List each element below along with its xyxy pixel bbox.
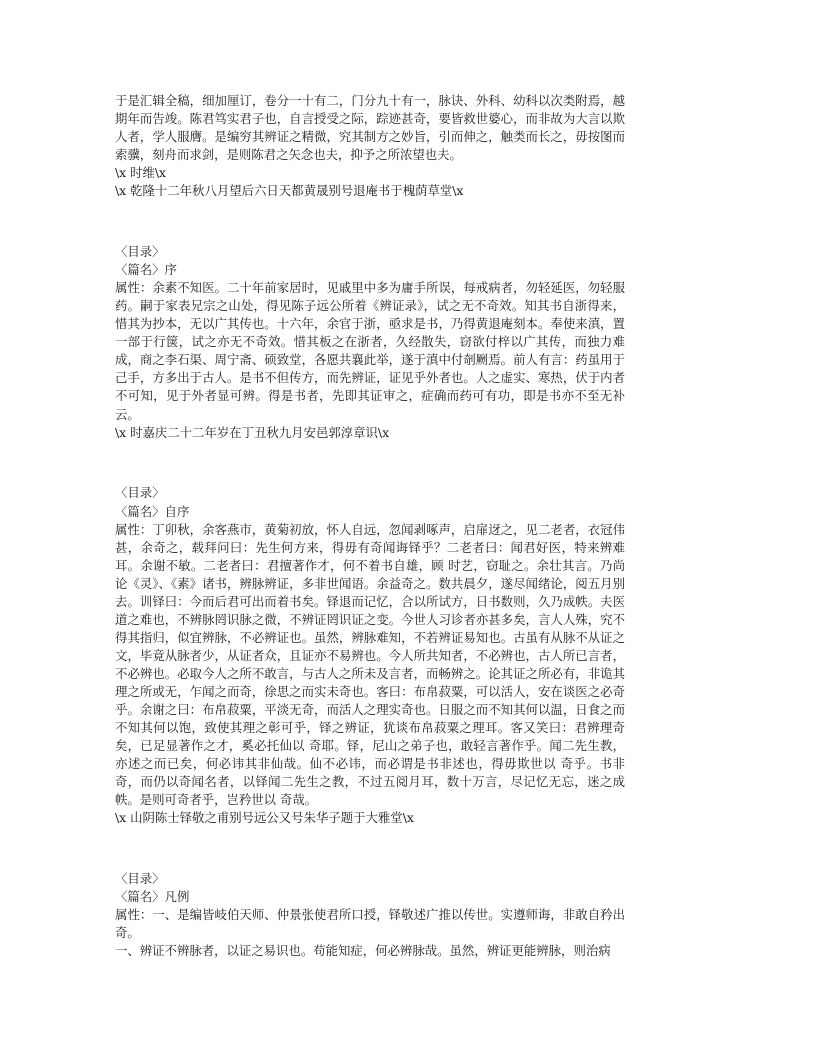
tag-mulu-3: 〈目录〉 [115, 871, 165, 887]
signature-shanyin: \x 山阴陈士铎敬之甫别号远公又号朱华子题于大雅堂\x [115, 810, 414, 826]
tag-mulu-1: 〈目录〉 [115, 244, 165, 260]
paragraph-xu-body: 属性：余素不知医。二十年前家居时，见戚里中多为庸手所误，每戒病者，勿轻延医，勿轻服药。嗣于家表兄宗之山处，得见陈子远公所着《辨证录》，试之无不奇效。知其书自浙得来，惜其为抄本，无以广其传也。十六年，余官于浙，亟求是书，乃得黄退庵刻本。奉使来滇，置一部于行箧，试之亦无不奇效。惜其板之在浙者，久经散失，窃欲付梓以广其传，而独力难成，商之李石渠、周宁斋、硕致堂，各愿共襄此举，遂于滇中付剞劂焉。前人有言：药虽用于己手，方多出于古人。是书不但传方，而先辨证，证见乎外者也。人之虚实、寒热，伏于内者不可知，见于外者显可辨。得是书者，先即其证审之，症确而药可有功，即是书亦不至无补云。 [115, 280, 625, 422]
tag-pianming-xu: 〈篇名〉序 [115, 262, 177, 278]
tag-pianming-fanli: 〈篇名〉凡例 [115, 889, 190, 905]
blank-separator-1 [115, 213, 625, 231]
blank-separator-2 [115, 454, 625, 472]
paragraph-fanli-item-1: 属性：一、是编皆岐伯天师、仲景张使君所口授，铎敬述广推以传世。实遵师诲，非敢自矜出奇。 [115, 907, 625, 941]
signature-jiaqing: \x 时嘉庆二十二年岁在丁丑秋九月安邑郭淳章识\x [115, 424, 390, 440]
signature-qianlong: \x 乾隆十二年秋八月望后六日天都黄晟别号退庵书于槐荫草堂\x [115, 183, 464, 199]
signature-shiwei: \x 时维\x [115, 165, 167, 181]
paragraph-zixu-body: 属性：丁卯秋，余客燕市，黄菊初放，怀人自远，忽闻剥啄声，启扉迓之，见二老者，衣冠伟甚，余奇之，载拜问曰：先生何方来，得毋有奇闻诲铎乎？二老者曰：闻君好医，特来辨难耳。余谢不敏。二老者曰：君擅著作才，何不着书自雄，顾 时艺，窃耻之。余壮其言。乃尚论《灵》、《素》诸书，辨脉辨证，多非世闻语。余益奇之。数共晨夕，遂尽闻绪论，阅五月别去。训铎曰：今而后君可出而着书矣。铎退而记忆，合以所试方，日书数则，久乃成帙。夫医道之难也，不辨脉罔识脉之微，不辨证罔识证之变。今世人习诊者亦甚多矣，言人人殊，究不得其指归，似宜辨脉，不必辨证也。虽然，辨脉难知，不若辨证易知也。古虽有从脉不从证之文，毕竟从脉者少，从证者众，且证亦不易辨也。今人所共知者，不必辨也，古人所已言者，不必辨也。必取今人之所不敢言，与古人之所未及言者，而畅辨之。论其证之所必有，非诡其理之所或无，乍闻之而奇，徐思之而实未奇也。客曰：布帛菽粟，可以活人，安在谈医之必奇乎。余谢之曰：布帛菽粟，平淡无奇，而活人之理实奇也。日服之而不知其何以温，日食之而不知其何以饱，致使其理之彰可乎，铎之辨证，犹谈布帛菽粟之理耳。客又笑曰：君辨理奇矣，已足显著作之才，奚必托仙以 奇耶。铎，尼山之弟子也，敢轻言著作乎。闻二先生教，亦述之而已矣，何必讳其非仙哉。仙不必讳，而必谓是书非述也，得毋欺世以 奇乎。书非奇，而仍以奇闻名者，以铎闻二先生之教，不过五阅月耳，数十万言，尽记忆无忘，迷之成帙。是则可奇者乎，岂矜世以 奇哉。 [115, 521, 625, 808]
paragraph-preface-huang-end: 于是汇辑全稿，细加厘订，卷分一十有二，门分九十有一，脉诀、外科、幼科以次类附焉，越期年而告竣。陈君笃实君子也，自言授受之际，踪迹甚奇，要皆救世婆心，而非故为大言以欺人者，学人服膺。是编穷其辨证之精微，究其制方之妙旨，引而伸之，触类而长之，毋按图而索骥，刻舟而求剑，是则陈君之矢念也夫，抑予之所浓望也夫。 [115, 93, 625, 163]
document-text-column [115, 92, 625, 960]
tag-pianming-zixu: 〈篇名〉自序 [115, 503, 190, 519]
tag-mulu-2: 〈目录〉 [115, 485, 165, 501]
paragraph-fanli-item-2: 一、辨证不辨脉者，以证之易识也。苟能知症，何必辨脉哉。虽然，辨证更能辨脉，则治病 [115, 943, 611, 959]
blank-separator-3 [115, 840, 625, 858]
